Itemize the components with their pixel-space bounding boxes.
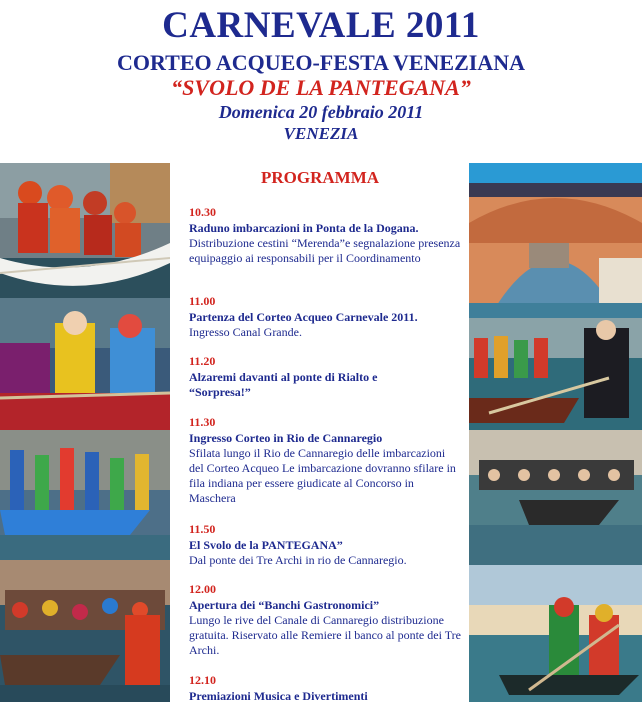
poster-title: CARNEVALE 2011 — [162, 5, 480, 46]
entry-text: Ingresso Canal Grande. — [189, 325, 302, 339]
entry-time: 11.30 — [189, 415, 216, 429]
program-entry — [189, 294, 461, 340]
entry-time: 12.00 — [189, 582, 216, 596]
program-entry — [189, 354, 414, 400]
photo-rowing-boats — [469, 430, 642, 565]
photo-gondola-red-costumes — [0, 163, 170, 298]
program-entry — [189, 415, 461, 506]
photo-priest-rowing — [469, 318, 642, 430]
entry-time: 11.20 — [189, 354, 216, 368]
entry-title: Premiazioni Musica e Divertimenti — [189, 689, 368, 703]
program-entry — [189, 522, 461, 568]
event-city: VENEZIA — [283, 124, 359, 143]
entry-title: Alzaremi davanti al ponte di Rialto e “Sorpresa!” — [189, 370, 378, 399]
entry-title: Raduno imbarcazioni in Ponta de la Dogana. — [189, 221, 419, 235]
entry-text: Distribuzione cestini “Merenda”e segnalazione presenza equipaggio ai responsabili per il Coordinamento — [189, 236, 461, 265]
entry-text: Dal ponte dei Tre Archi in rio de Cannaregio. — [189, 553, 407, 567]
program-entry — [189, 205, 461, 266]
poster-subtitle: CORTEO ACQUEO-FESTA VENEZIANA — [117, 50, 525, 75]
entry-title: Ingresso Corteo in Rio de Cannaregio — [189, 431, 383, 445]
entry-title: El Svolo de la PANTEGANA” — [189, 538, 343, 552]
program-entry — [189, 673, 461, 704]
program-heading: PROGRAMMA — [260, 168, 380, 187]
event-name: “SVOLO DE LA PANTEGANA” — [171, 75, 471, 100]
entry-time: 12.10 — [189, 673, 216, 687]
photo-blue-boat — [0, 430, 170, 560]
entry-time: 11.50 — [189, 522, 216, 536]
entry-time: 11.00 — [189, 294, 216, 308]
entry-title: Partenza del Corteo Acqueo Carnevale 2011. — [189, 310, 418, 324]
entry-title: Apertura dei “Banchi Gastronomici” — [189, 598, 380, 612]
photo-masked-rowers — [0, 298, 170, 430]
photo-tre-archi-bridge — [469, 163, 642, 318]
entry-time: 10.30 — [189, 205, 216, 219]
entry-text: Lungo le rive del Canale di Cannaregio distribuzione gratuita. Riservato alle Remiere il banco al ponte dei Tre Archi. — [189, 613, 461, 657]
photo-canal-crowd — [0, 560, 170, 702]
photo-costumed-gondoliers — [469, 565, 642, 702]
program-entry — [189, 582, 461, 658]
event-date: Domenica 20 febbraio 2011 — [218, 102, 424, 122]
entry-text: Sfilata lungo il Rio de Cannaregio delle imbarcazioni del Corteo Acqueo Le imbarcazione dovranno sfilare in fila indiana per essere giudicate al Concorso in Maschera — [189, 446, 456, 505]
